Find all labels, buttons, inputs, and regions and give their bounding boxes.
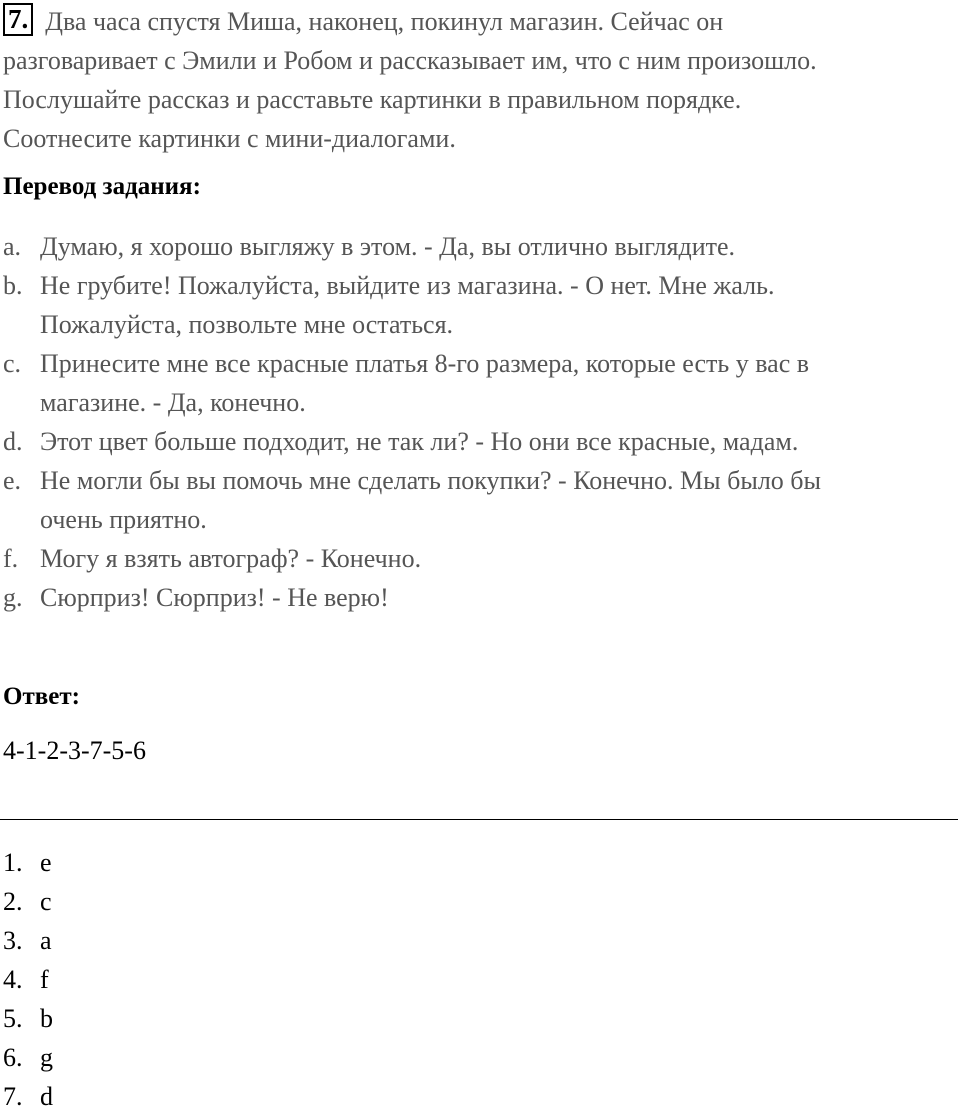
item-text: магазине. - Да, конечно. xyxy=(40,388,306,417)
item-text: Этот цвет больше подходит, не так ли? - Но они все красные, мадам. xyxy=(40,427,799,456)
match-item xyxy=(3,882,53,921)
match-item xyxy=(3,960,53,999)
task-line: Соотнесите картинки с мини-диалогами. xyxy=(3,124,456,153)
answer-sequence: 4-1-2-3-7-5-6 xyxy=(3,736,146,765)
item-text: Думаю, я хорошо выгляжу в этом. - Да, вы отлично выглядите. xyxy=(40,232,736,261)
match-item xyxy=(3,1077,53,1116)
match-letter: f xyxy=(40,965,49,994)
match-number: 7. xyxy=(3,1082,23,1111)
item-letter: d. xyxy=(3,427,23,456)
task-number-badge: 7. xyxy=(3,3,33,36)
translation-item-g xyxy=(3,578,953,617)
match-item xyxy=(3,1038,53,1077)
answer-matches-list xyxy=(3,843,53,1116)
match-number: 5. xyxy=(3,1004,23,1033)
match-item xyxy=(3,999,53,1038)
match-number: 2. xyxy=(3,887,23,916)
item-text: Сюрприз! Сюрприз! - Не верю! xyxy=(40,583,389,612)
match-letter: g xyxy=(40,1043,53,1072)
match-letter: a xyxy=(40,926,52,955)
match-item xyxy=(3,921,53,960)
translation-item-e xyxy=(3,461,953,539)
match-number: 1. xyxy=(3,848,23,877)
match-letter: c xyxy=(40,887,52,916)
match-letter: e xyxy=(40,848,52,877)
task-statement xyxy=(3,2,953,158)
item-text: очень приятно. xyxy=(40,505,207,534)
answer-heading: Ответ: xyxy=(3,683,80,710)
translation-heading: Перевод задания: xyxy=(3,173,201,200)
translation-item-f xyxy=(3,539,953,578)
item-text: Не грубите! Пожалуйста, выйдите из магазина. - О нет. Мне жаль. xyxy=(40,271,775,300)
translation-item-d xyxy=(3,422,953,461)
translation-item-c xyxy=(3,344,953,422)
match-letter: d xyxy=(40,1082,53,1111)
translation-list xyxy=(3,227,953,617)
task-line: разговаривает с Эмили и Робом и рассказывает им, что с ним произошло. xyxy=(3,46,817,75)
item-text: Не могли бы вы помочь мне сделать покупки? - Конечно. Мы было бы xyxy=(40,466,821,495)
translation-item-a xyxy=(3,227,953,266)
item-text: Могу я взять автограф? - Конечно. xyxy=(40,544,422,573)
task-line xyxy=(3,2,953,41)
item-text: Пожалуйста, позвольте мне остаться. xyxy=(40,310,454,339)
item-letter: f. xyxy=(3,544,19,573)
item-letter: c. xyxy=(3,349,22,378)
item-letter: e. xyxy=(3,466,22,495)
task-line-text: Два часа спустя Миша, наконец, покинул магазин. Сейчас он xyxy=(45,7,724,36)
item-letter: b. xyxy=(3,271,23,300)
divider-line xyxy=(0,819,958,820)
item-letter: g. xyxy=(3,583,23,612)
item-text: Принесите мне все красные платья 8-го размера, которые есть у вас в xyxy=(40,349,810,378)
match-number: 4. xyxy=(3,965,23,994)
task-line: Послушайте рассказ и расставьте картинки в правильном порядке. xyxy=(3,85,742,114)
match-number: 6. xyxy=(3,1043,23,1072)
match-number: 3. xyxy=(3,926,23,955)
match-letter: b xyxy=(40,1004,53,1033)
match-item xyxy=(3,843,53,882)
item-letter: a. xyxy=(3,232,22,261)
translation-item-b xyxy=(3,266,953,344)
